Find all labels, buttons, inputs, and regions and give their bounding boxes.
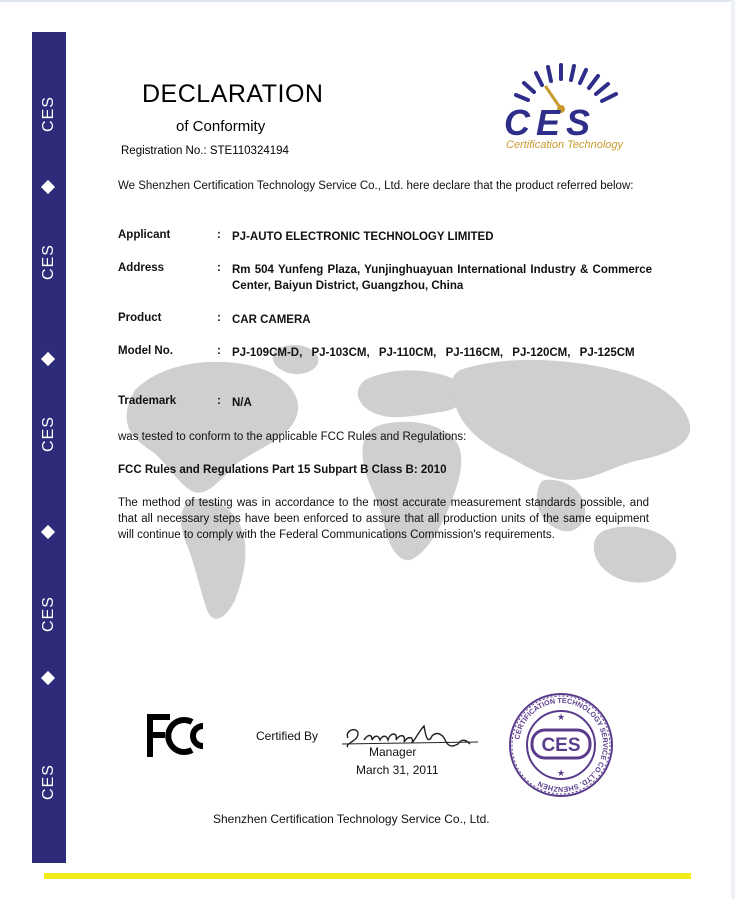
document-title: DECLARATION (142, 80, 324, 108)
world-map-background (95, 330, 715, 630)
trademark-label: Trademark (118, 395, 177, 407)
band-label: CES (40, 764, 57, 800)
diamond-icon (41, 671, 55, 685)
top-edge (0, 0, 735, 2)
rules-text: FCC Rules and Regulations Part 15 Subpart B Class B: 2010 (118, 464, 447, 476)
product-colon: : (217, 312, 221, 324)
document-subtitle: of Conformity (176, 118, 266, 135)
band-label: CES (40, 416, 57, 452)
seal-center-text: CES (541, 735, 581, 756)
band-label: CES (40, 244, 57, 280)
diamond-icon (41, 352, 55, 366)
trademark-value: N/A (232, 397, 252, 409)
address-label: Address (118, 262, 165, 274)
fcc-logo-text: FC (145, 712, 147, 713)
logo-letters: CES (504, 102, 597, 143)
address-colon: : (217, 262, 221, 274)
method-text: The method of testing was in accordance to the most accurate measurement standards possible, and that all necessary steps have been enforced to assure that all production units of the same equipment will continue to comply with the Federal Communications Commission's requirements. (118, 497, 649, 541)
star-icon: ★ (556, 712, 566, 722)
applicant-colon: : (217, 229, 221, 241)
manager-title: Manager (369, 745, 417, 759)
accent-bar (44, 873, 691, 879)
right-edge (731, 0, 735, 899)
fcc-logo (145, 712, 213, 760)
band-label: CES (40, 596, 57, 632)
certified-by-label: Certified By (256, 729, 319, 743)
diamond-icon (41, 180, 55, 194)
product-value: CAR CAMERA (232, 314, 311, 326)
logo-tagline: Certification Technology (506, 139, 623, 151)
seal-ring-text: CERTIFICATION TECHNOLOGY SERVICE CO.,LTD. SHENZHEN (512, 695, 611, 795)
certification-date: March 31, 2011 (356, 763, 439, 777)
ces-logo (498, 62, 673, 152)
footer-company: Shenzhen Certification Technology Service Co., Ltd. (213, 812, 490, 826)
registration-number: Registration No.: STE110324194 (121, 145, 289, 157)
applicant-label: Applicant (118, 229, 171, 241)
address-value: Rm 504 Yunfeng Plaza, Yunjinghuayuan International Industry & Commerce Center, Baiyun District, Guangzhou, China (232, 264, 652, 292)
side-band (32, 32, 66, 863)
model-colon: : (217, 345, 221, 357)
ces-seal (508, 692, 614, 798)
band-label: CES (40, 96, 57, 132)
diamond-icon (41, 525, 55, 539)
star-icon: ★ (556, 768, 566, 778)
model-value: PJ-109CM-D, PJ-103CM, PJ-110CM, PJ-116CM, PJ-120CM, PJ-125CM (232, 347, 635, 359)
tested-text: was tested to conform to the applicable FCC Rules and Regulations: (118, 431, 467, 443)
model-label: Model No. (118, 345, 173, 357)
intro-text: We Shenzhen Certification Technology Service Co., Ltd. here declare that the product referred below: (118, 180, 634, 192)
trademark-colon: : (217, 395, 221, 407)
product-label: Product (118, 312, 162, 324)
applicant-value: PJ-AUTO ELECTRONIC TECHNOLOGY LIMITED (232, 231, 494, 243)
